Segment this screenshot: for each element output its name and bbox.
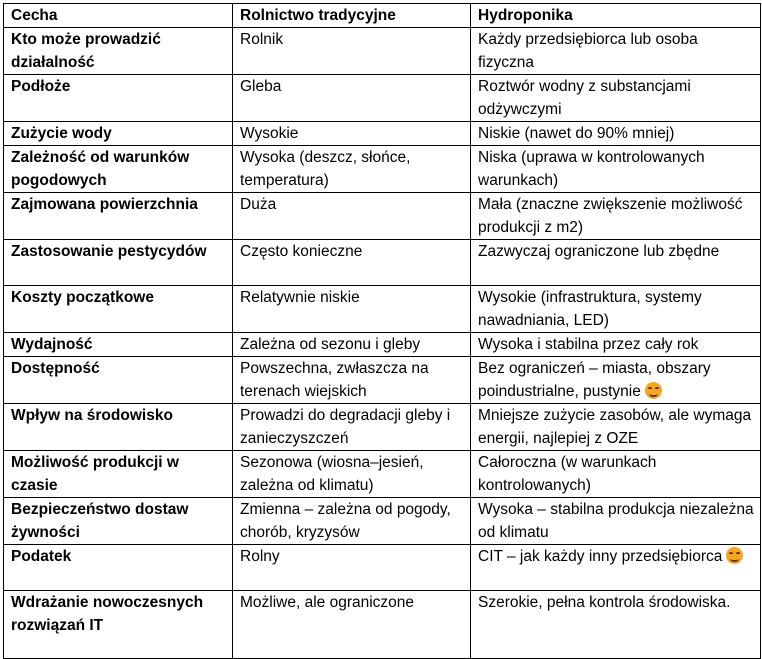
table-row: [4, 357, 761, 404]
row-feature: Kto może prowadzić działalność: [4, 28, 233, 75]
row-traditional: Zależna od sezonu i gleby: [233, 333, 471, 357]
row-feature: Możliwość produkcji w czasie: [4, 451, 233, 498]
row-hydroponics: [471, 357, 761, 404]
row-feature: Zastosowanie pestycydów: [4, 240, 233, 286]
row-hydroponics: Całoroczna (w warunkach kontrolowanych): [471, 451, 761, 498]
row-hydroponics: Każdy przedsiębiorca lub osoba fizyczna: [471, 28, 761, 75]
table-row: [4, 146, 761, 193]
row-feature: Wdrażanie nowoczesnych rozwiązań IT: [4, 591, 233, 659]
row-hydroponics: [471, 545, 761, 591]
row-traditional: Relatywnie niskie: [233, 286, 471, 333]
row-hydroponics: Mniejsze zużycie zasobów, ale wymaga energii, najlepiej z OZE: [471, 404, 761, 451]
table-row: [4, 404, 761, 451]
row-traditional: Rolnik: [233, 28, 471, 75]
row-traditional: Sezonowa (wiosna–jesień, zależna od klimatu): [233, 451, 471, 498]
row-hydroponics: Wysoka – stabilna produkcja niezależna od klimatu: [471, 498, 761, 545]
row-hydroponics-text: CIT – jak każdy inny przedsiębiorca: [478, 548, 723, 565]
row-traditional: Rolny: [233, 545, 471, 591]
row-hydroponics: Roztwór wodny z substancjami odżywczymi: [471, 75, 761, 122]
row-hydroponics: Zazwyczaj ograniczone lub zbędne: [471, 240, 761, 286]
table-row: [4, 333, 761, 357]
row-traditional: Możliwe, ale ograniczone: [233, 591, 471, 659]
table-row: [4, 451, 761, 498]
row-traditional: Wysokie: [233, 122, 471, 146]
row-traditional: Zmienna – zależna od pogody, chorób, kryzysów: [233, 498, 471, 545]
header-row: [4, 4, 761, 28]
row-hydroponics-text: Bez ograniczeń – miasta, obszary poindustrialne, pustynie: [478, 360, 711, 400]
table-row: [4, 591, 761, 659]
header-traditional: Rolnictwo tradycyjne: [233, 4, 471, 28]
row-hydroponics: Niskie (nawet do 90% mniej): [471, 122, 761, 146]
row-hydroponics: Wysokie (infrastruktura, systemy nawadniania, LED): [471, 286, 761, 333]
row-feature: Podłoże: [4, 75, 233, 122]
header-feature: Cecha: [4, 4, 233, 28]
row-traditional: Duża: [233, 193, 471, 240]
table-row: [4, 545, 761, 591]
row-feature: Wydajność: [4, 333, 233, 357]
row-traditional: Prowadzi do degradacji gleby i zanieczyszczeń: [233, 404, 471, 451]
row-hydroponics: Niska (uprawa w kontrolowanych warunkach): [471, 146, 761, 193]
table-row: [4, 286, 761, 333]
row-feature: Koszty początkowe: [4, 286, 233, 333]
table-row: [4, 498, 761, 545]
table-row: [4, 240, 761, 286]
table-row: [4, 193, 761, 240]
smiling-face-icon: [645, 382, 662, 399]
row-hydroponics: Szerokie, pełna kontrola środowiska.: [471, 591, 761, 659]
comparison-table: [3, 3, 761, 659]
row-feature: Bezpieczeństwo dostaw żywności: [4, 498, 233, 545]
row-feature: Zależność od warunków pogodowych: [4, 146, 233, 193]
row-traditional: Powszechna, zwłaszcza na terenach wiejskich: [233, 357, 471, 404]
row-hydroponics: Mała (znaczne zwiększenie możliwość produkcji z m2): [471, 193, 761, 240]
row-feature: Wpływ na środowisko: [4, 404, 233, 451]
row-feature: Zajmowana powierzchnia: [4, 193, 233, 240]
row-traditional: Często konieczne: [233, 240, 471, 286]
header-hydroponics: Hydroponika: [471, 4, 761, 28]
table-row: [4, 122, 761, 146]
row-traditional: Wysoka (deszcz, słońce, temperatura): [233, 146, 471, 193]
row-feature: Zużycie wody: [4, 122, 233, 146]
table-row: [4, 75, 761, 122]
row-feature: Podatek: [4, 545, 233, 591]
row-feature: Dostępność: [4, 357, 233, 404]
row-hydroponics: Wysoka i stabilna przez cały rok: [471, 333, 761, 357]
smiling-face-icon: [726, 547, 743, 564]
table-row: [4, 28, 761, 75]
row-traditional: Gleba: [233, 75, 471, 122]
